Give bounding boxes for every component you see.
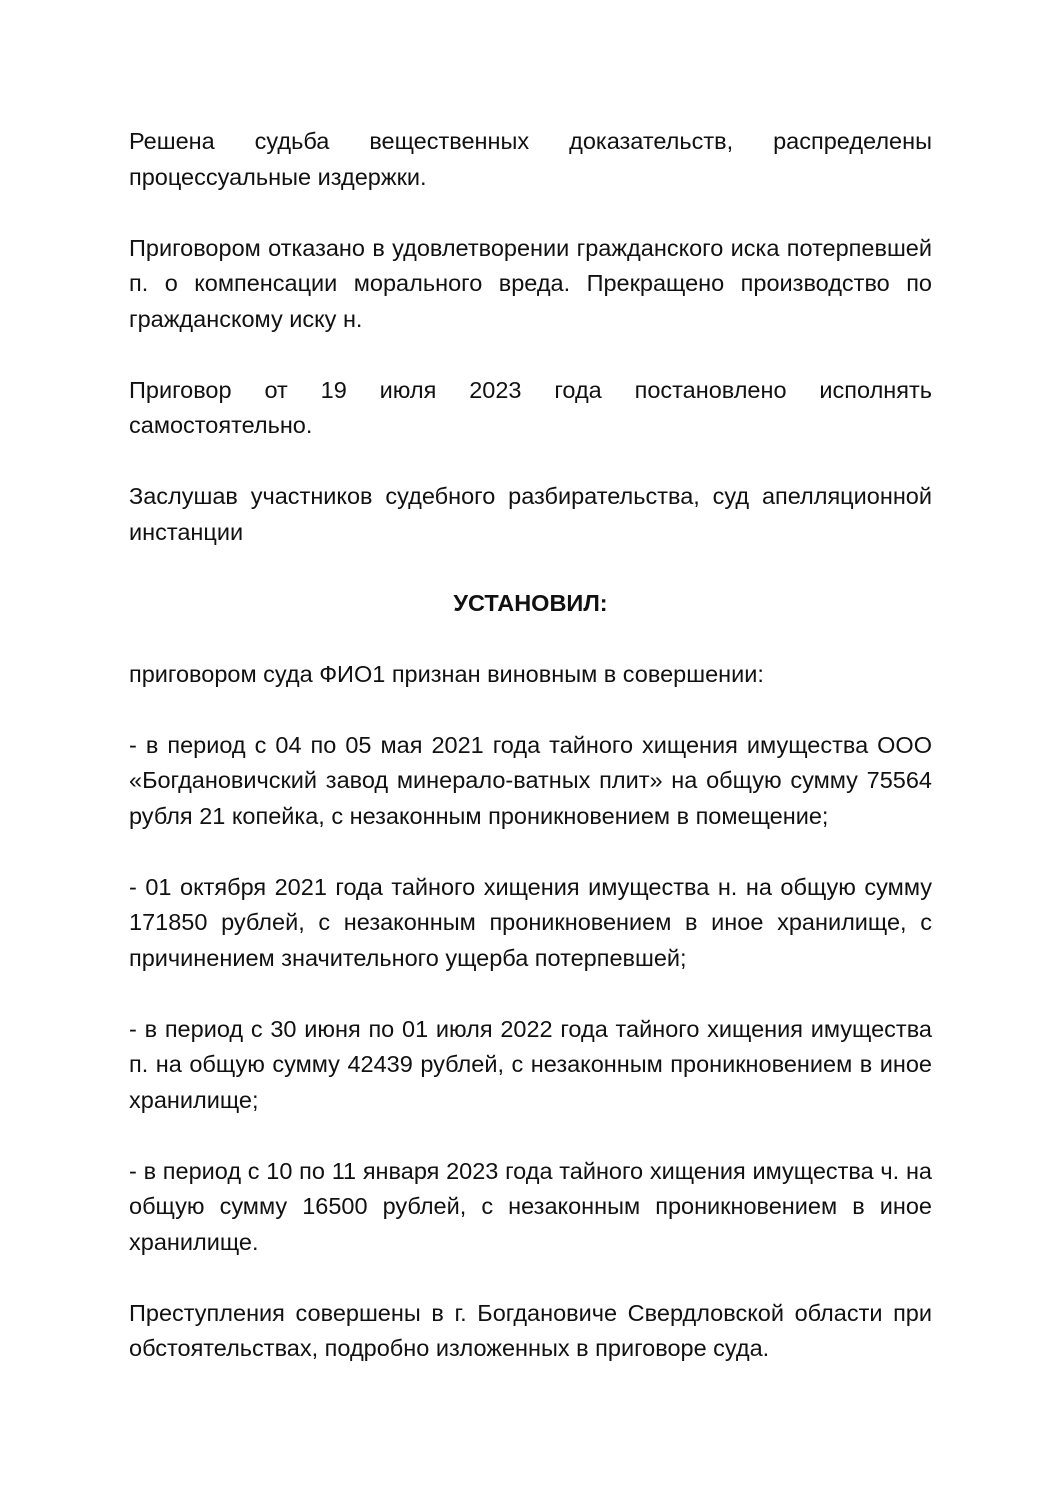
paragraph-offense-4: - в период с 10 по 11 января 2023 года тайного хищения имущества ч. на общую сумму 16500 рублей, с незаконным проникновением в иное хранилище. — [129, 1157, 932, 1255]
paragraph-evidence: Решена судьба вещественных доказательств, распределены процессуальные издержки. — [129, 128, 932, 190]
document-body — [129, 124, 932, 1367]
paragraph-offense-1: - в период с 04 по 05 мая 2021 года тайного хищения имущества ООО «Богдановичский завод минерало-ватных плит» на общую сумму 75564 рубля 21 копейка, с незаконным проникновением в помещение; — [129, 731, 932, 829]
paragraph-sentence-execution: Приговор от 19 июля 2023 года постановлено исполнять самостоятельно. — [129, 376, 932, 438]
paragraph-offense-3: - в период с 30 июня по 01 июля 2022 года тайного хищения имущества п. на общую сумму 42439 рублей, с незаконным проникновением в иное хранилище; — [129, 1015, 932, 1113]
paragraph-crime-location: Преступления совершены в г. Богдановиче Свердловской области при обстоятельствах, подробно изложенных в приговоре суда. — [129, 1299, 932, 1361]
section-heading: УСТАНОВИЛ: — [453, 589, 608, 616]
paragraph-appeal-court: Заслушав участников судебного разбирательства, суд апелляционной инстанции — [129, 483, 932, 545]
paragraph-verdict-intro: приговором суда ФИО1 признан виновным в совершении: — [129, 660, 764, 687]
paragraph-offense-2: - 01 октября 2021 года тайного хищения имущества н. на общую сумму 171850 рублей, с незаконным проникновением в иное хранилище, с причинением значительного ущерба потерпевшей; — [129, 873, 932, 971]
paragraph-civil-claim: Приговором отказано в удовлетворении гражданского иска потерпевшей п. о компенсации морального вреда. Прекращено производство по гражданскому иску н. — [129, 234, 932, 332]
